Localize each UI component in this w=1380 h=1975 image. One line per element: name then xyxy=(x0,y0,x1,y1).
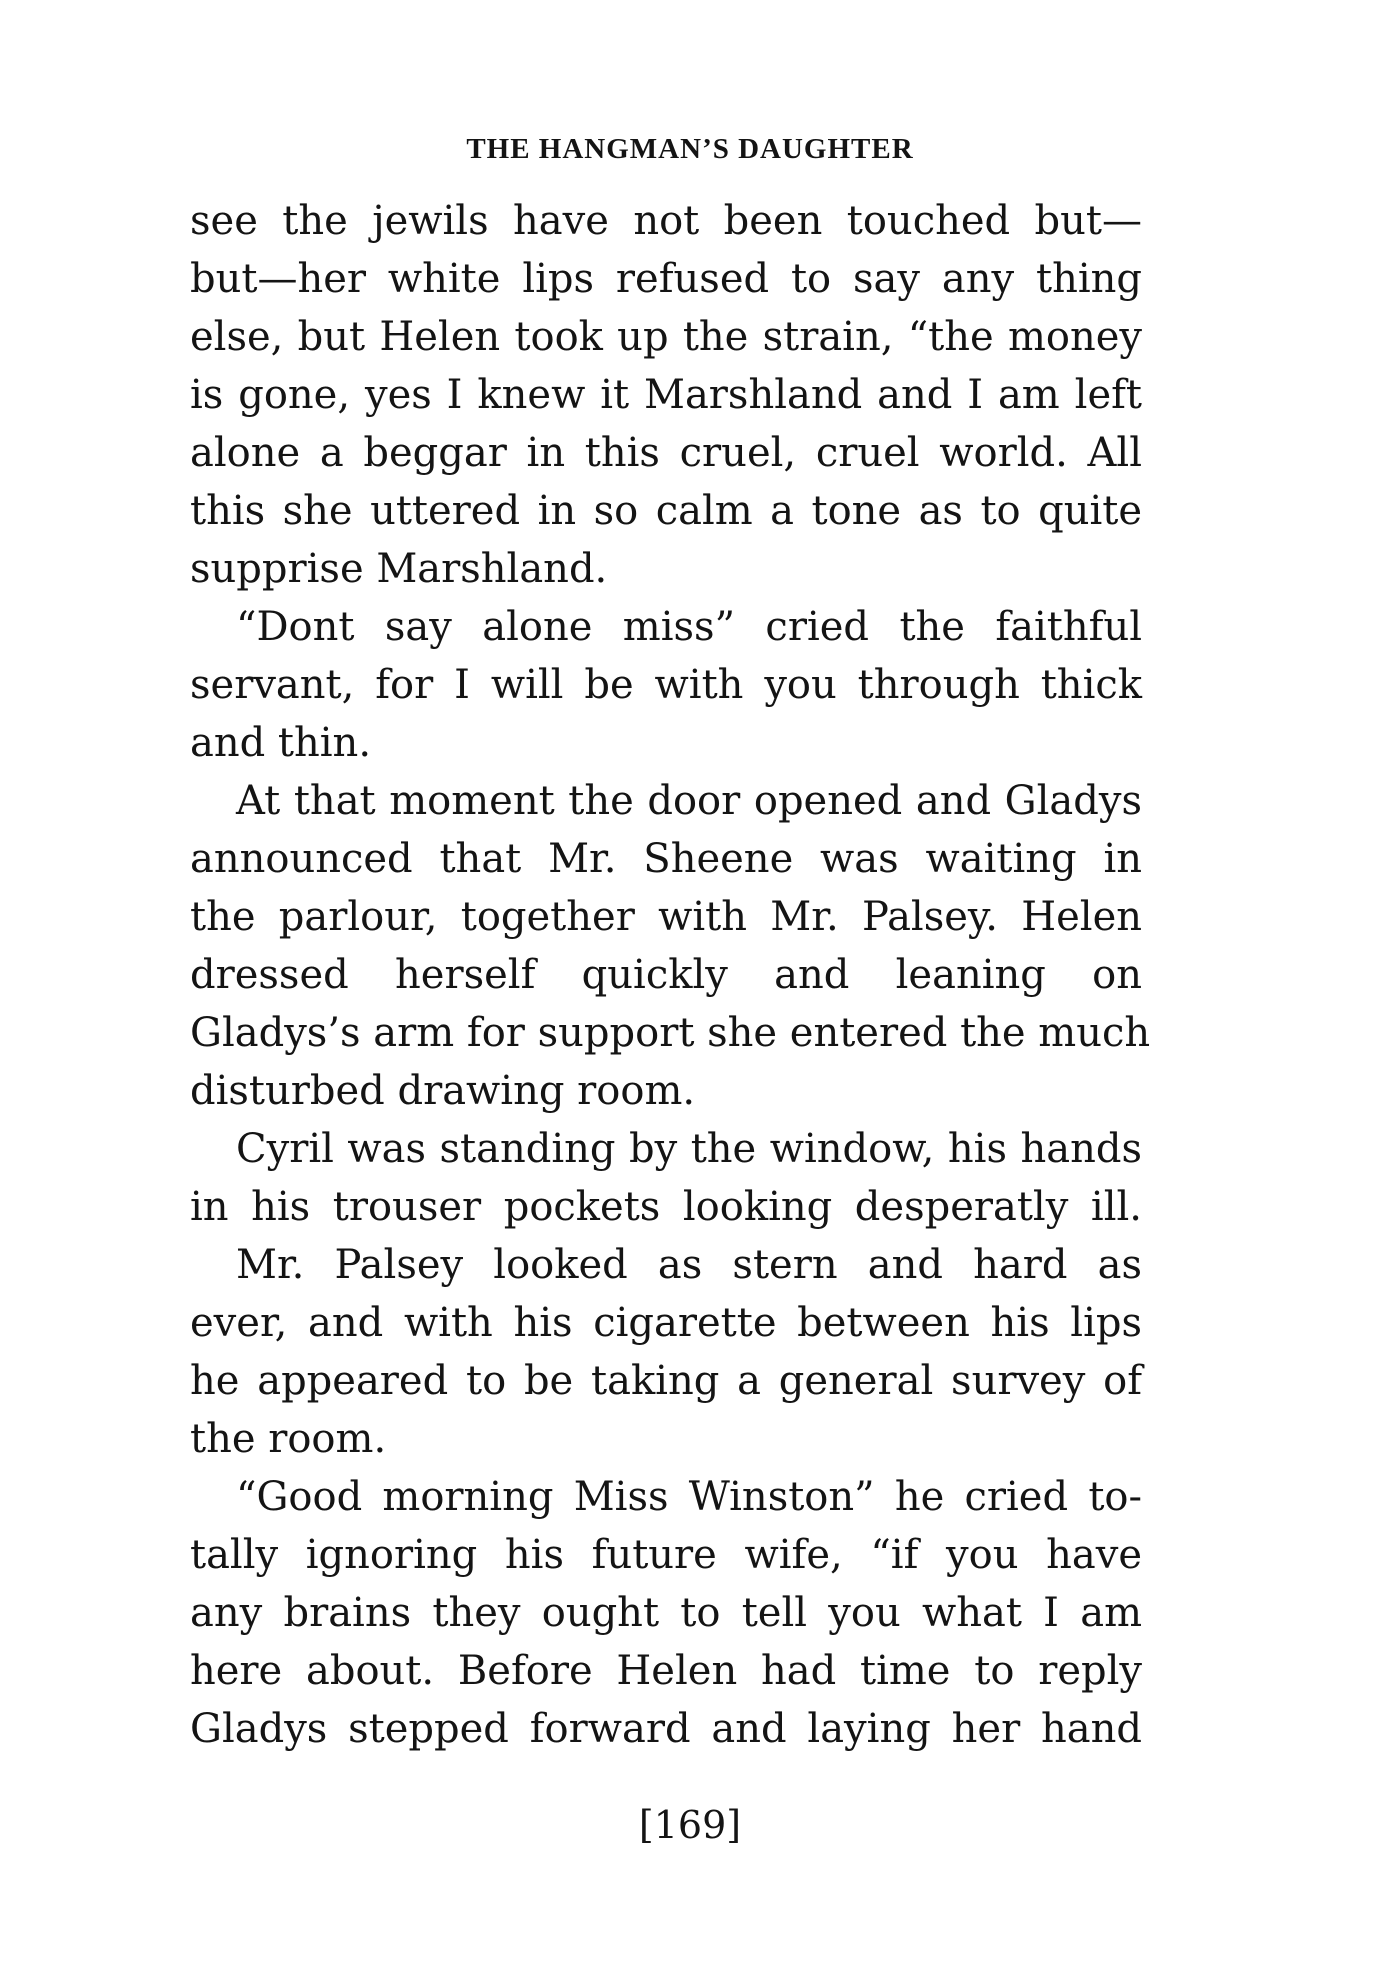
text-line: tally ignoring his future wife, “if you have xyxy=(190,1532,1142,1578)
page-number: [169] xyxy=(638,1803,742,1847)
text-line: he appeared to be taking a general survey of xyxy=(190,1358,1142,1404)
text-line: else, but Helen took up the strain, “the money xyxy=(190,314,1142,360)
text-line: alone a beggar in this cruel, cruel world. All xyxy=(190,430,1142,476)
text-line: dressed herself quickly and leaning on xyxy=(190,952,1142,998)
text-line: “Good morning Miss Winston” he cried to- xyxy=(236,1474,1142,1520)
text-line: “Dont say alone miss” cried the faithful xyxy=(236,604,1142,650)
text-line: see the jewils have not been touched but— xyxy=(190,198,1142,244)
text-line: the parlour, together with Mr. Palsey. Helen xyxy=(190,894,1142,940)
body-text xyxy=(190,192,1151,1758)
text-line: here about. Before Helen had time to reply xyxy=(190,1648,1142,1694)
text-line: and thin. xyxy=(190,720,372,766)
text-line: this she uttered in so calm a tone as to quite xyxy=(190,488,1142,534)
text-line: in his trouser pockets looking desperatly ill. xyxy=(190,1184,1142,1230)
text-line: announced that Mr. Sheene was waiting in xyxy=(190,836,1142,882)
running-header: THE HANGMAN’S DAUGHTER xyxy=(466,133,914,165)
text-line: Mr. Palsey looked as stern and hard as xyxy=(236,1242,1142,1288)
text-line: servant, for I will be with you through thick xyxy=(190,662,1142,708)
text-line: but—her white lips refused to say any thing xyxy=(190,256,1142,302)
text-line: any brains they ought to tell you what I am xyxy=(190,1590,1142,1636)
text-line: disturbed drawing room. xyxy=(190,1068,696,1114)
text-line: Cyril was standing by the window, his hands xyxy=(236,1126,1142,1172)
text-line: the room. xyxy=(190,1416,387,1462)
text-line: is gone, yes I knew it Marshland and I am left xyxy=(190,372,1142,418)
text-line: At that moment the door opened and Gladys xyxy=(236,778,1142,824)
text-line: supprise Marshland. xyxy=(190,546,608,592)
text-line: ever, and with his cigarette between his lips xyxy=(190,1300,1142,1346)
text-line: Gladys’s arm for support she entered the much xyxy=(190,1010,1151,1056)
text-line: Gladys stepped forward and laying her hand xyxy=(190,1706,1142,1752)
